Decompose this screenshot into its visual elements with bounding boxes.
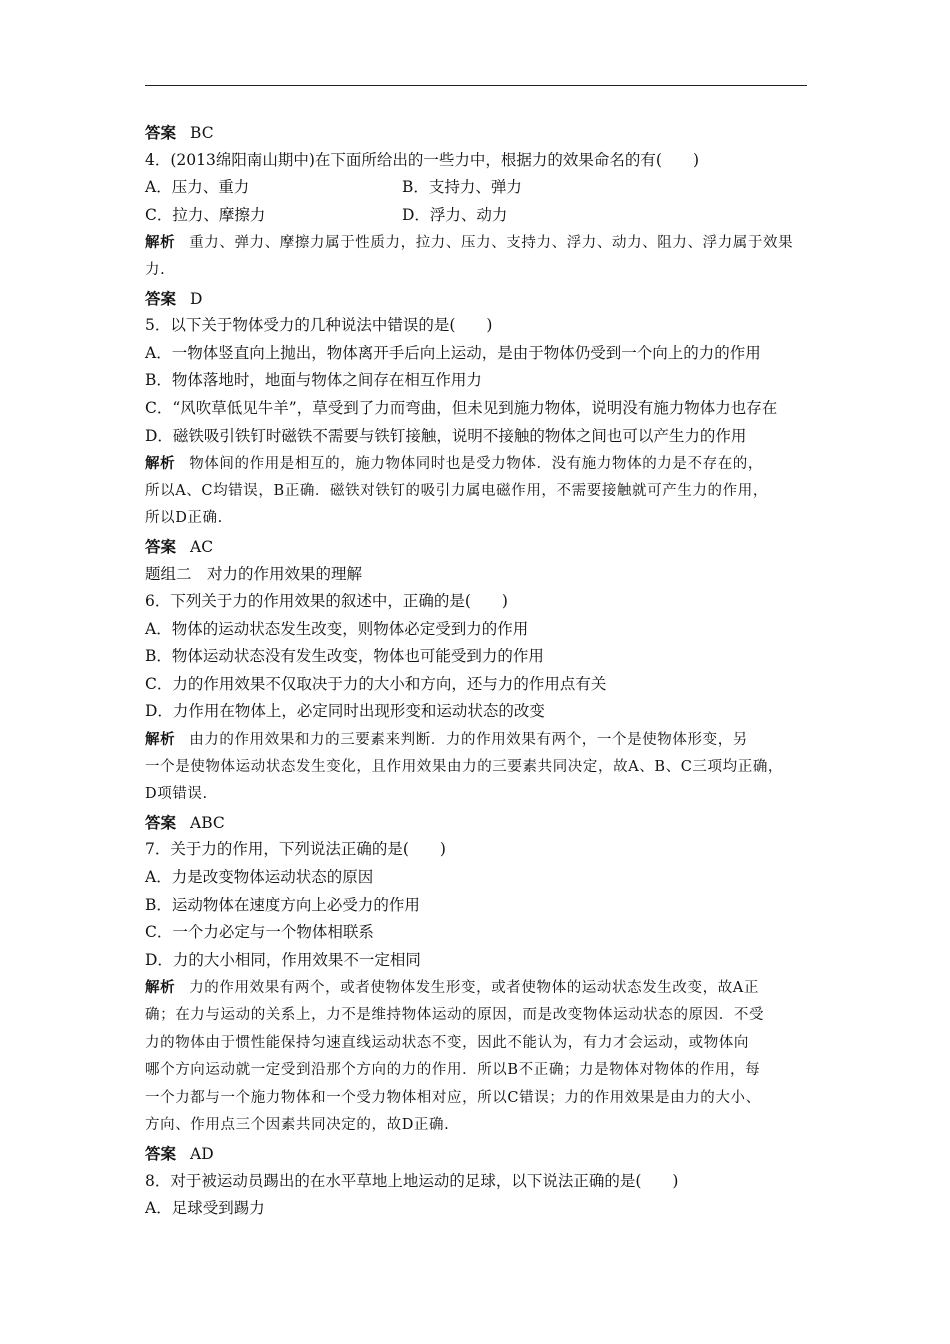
- explanation-text: 力的作用效果有两个，或者使物体发生形变，或者使物体的运动状态发生改变，故A正: [189, 980, 759, 997]
- question-line: D．磁铁吸引铁钉时磁铁不需要与铁钉接触，说明不接触的物体之间也可以产生力的作用: [145, 426, 747, 445]
- explanation-text: 物体间的作用是相互的，施力物体同时也是受力物体．没有施力物体的力是不存在的，: [189, 456, 763, 473]
- explanation-text: 力的物体由于惯性能保持匀速直线运动状态不变，因此不能认为，有力才会运动，或物体向: [145, 1034, 749, 1051]
- explanation-label: 解析: [145, 234, 176, 252]
- explanation-label: 解析: [145, 979, 176, 997]
- explanation-line: [145, 505, 815, 533]
- question-line: 7．关于力的作用，下列说法正确的是( ): [145, 840, 446, 859]
- explanation-line: [145, 1002, 815, 1030]
- answer-label: 答案: [145, 288, 177, 308]
- explanation-line: [145, 781, 815, 809]
- option-row: [145, 174, 815, 202]
- answer-line: [145, 119, 815, 147]
- explanation-line: [145, 257, 815, 285]
- question-line: A．一物体竖直向上抛出，物体离开手后向上运动，是由于物体仍受到一个向上的力的作用: [145, 343, 761, 362]
- question-line: 题组二 对力的作用效果的理解: [145, 564, 363, 583]
- question-line: B．物体落地时，地面与物体之间存在相互作用力: [145, 371, 482, 390]
- option-a: C．拉力、摩擦力: [145, 205, 266, 224]
- explanation-line: [145, 450, 815, 478]
- option-b: D．浮力、动力: [402, 205, 508, 224]
- explanation-line: [145, 974, 815, 1002]
- question-line: C．力的作用效果不仅取决于力的大小和方向，还与力的作用点有关: [145, 674, 607, 693]
- explanation-line: [145, 1057, 815, 1085]
- explanation-label: 解析: [145, 731, 176, 749]
- question-line: D．力作用在物体上，必定同时出现形变和运动状态的改变: [145, 702, 545, 721]
- answer-label: 答案: [145, 123, 177, 142]
- question-line: 6．下列关于力的作用效果的叙述中，正确的是( ): [145, 592, 508, 611]
- explanation-text: 重力、弹力、摩擦力属于性质力，拉力、压力、支持力、浮力、动力、阻力、浮力属于效果: [189, 235, 794, 252]
- question-line: C．一个力必定与一个物体相联系: [145, 923, 374, 942]
- question-line: A．物体的运动状态发生改变，则物体必定受到力的作用: [145, 619, 529, 638]
- option-b: B．支持力、弹力: [402, 178, 522, 197]
- explanation-line: [145, 478, 815, 506]
- question-line: A．足球受到踢力: [145, 1199, 265, 1218]
- question-line: 5．以下关于物体受力的几种说法中错误的是( ): [145, 316, 493, 335]
- explanation-text: 确；在力与运动的关系上，力不是维持物体运动的原因，而是改变物体运动状态的原因．不受: [145, 1007, 765, 1023]
- answer-line: [145, 533, 815, 561]
- question-line: A．力是改变物体运动状态的原因: [145, 868, 374, 887]
- question-line: C．“风吹草低见牛羊”，草受到了力而弯曲，但未见到施力物体，说明没有施力物体力也存在: [145, 398, 778, 417]
- explanation-line: [145, 1085, 815, 1113]
- explanation-text: 所以A、C均错误，B正确．磁铁对铁钉的吸引力属电磁作用，不需要接触就可产生力的作用，: [145, 482, 768, 499]
- answer-line: [145, 809, 815, 837]
- answer-label: 答案: [145, 536, 177, 556]
- explanation-line: [145, 229, 815, 257]
- explanation-line: [145, 1030, 815, 1058]
- question-line: D．力的大小相同，作用效果不一定相同: [145, 950, 421, 969]
- explanation-text: D项错误.: [145, 786, 208, 803]
- explanation-text: 哪个方向运动就一定受到沿那个方向的力的作用．所以B不正确；力是物体对物体的作用，每: [145, 1062, 761, 1079]
- answer-value: D: [190, 289, 203, 308]
- answer-line: [145, 285, 815, 313]
- answer-value: AD: [190, 1144, 214, 1163]
- explanation-line: [145, 1112, 815, 1140]
- explanation-text: 力.: [145, 261, 166, 278]
- answer-line: [145, 1140, 815, 1168]
- option-row: [145, 202, 815, 230]
- explanation-text: 方向、作用点三个因素共同决定的，故D正确.: [145, 1117, 450, 1134]
- document-body: [145, 119, 815, 1223]
- explanation-text: 由力的作用效果和力的三要素来判断．力的作用效果有两个，一个是使物体形变，另: [189, 732, 748, 749]
- explanation-text: 一个是使物体运动状态发生变化，且作用效果由力的三要素共同决定，故A、B、C三项均正确，: [145, 758, 784, 775]
- explanation-line: [145, 726, 815, 754]
- answer-label: 答案: [145, 1143, 177, 1163]
- explanation-label: 解析: [145, 455, 176, 473]
- explanation-line: [145, 754, 815, 782]
- question-line: 4．(2013绵阳南山期中)在下面所给出的一些力中，根据力的效果命名的有( ): [145, 150, 699, 169]
- explanation-text: 一个力都与一个施力物体和一个受力物体相对应，所以C错误；力的作用效果是由力的大小、: [145, 1089, 761, 1106]
- question-line: B．运动物体在速度方向上必受力的作用: [145, 895, 420, 914]
- option-a: A．压力、重力: [145, 178, 250, 197]
- answer-value: BC: [190, 124, 214, 142]
- explanation-text: 所以D正确.: [145, 510, 223, 527]
- question-line: 8．对于被运动员踢出的在水平草地上地运动的足球，以下说法正确的是( ): [145, 1171, 679, 1190]
- answer-value: AC: [190, 537, 214, 556]
- question-line: B．物体运动状态没有发生改变，物体也可能受到力的作用: [145, 647, 544, 666]
- answer-label: 答案: [145, 812, 177, 832]
- answer-value: ABC: [190, 813, 225, 832]
- header-rule: [145, 85, 807, 86]
